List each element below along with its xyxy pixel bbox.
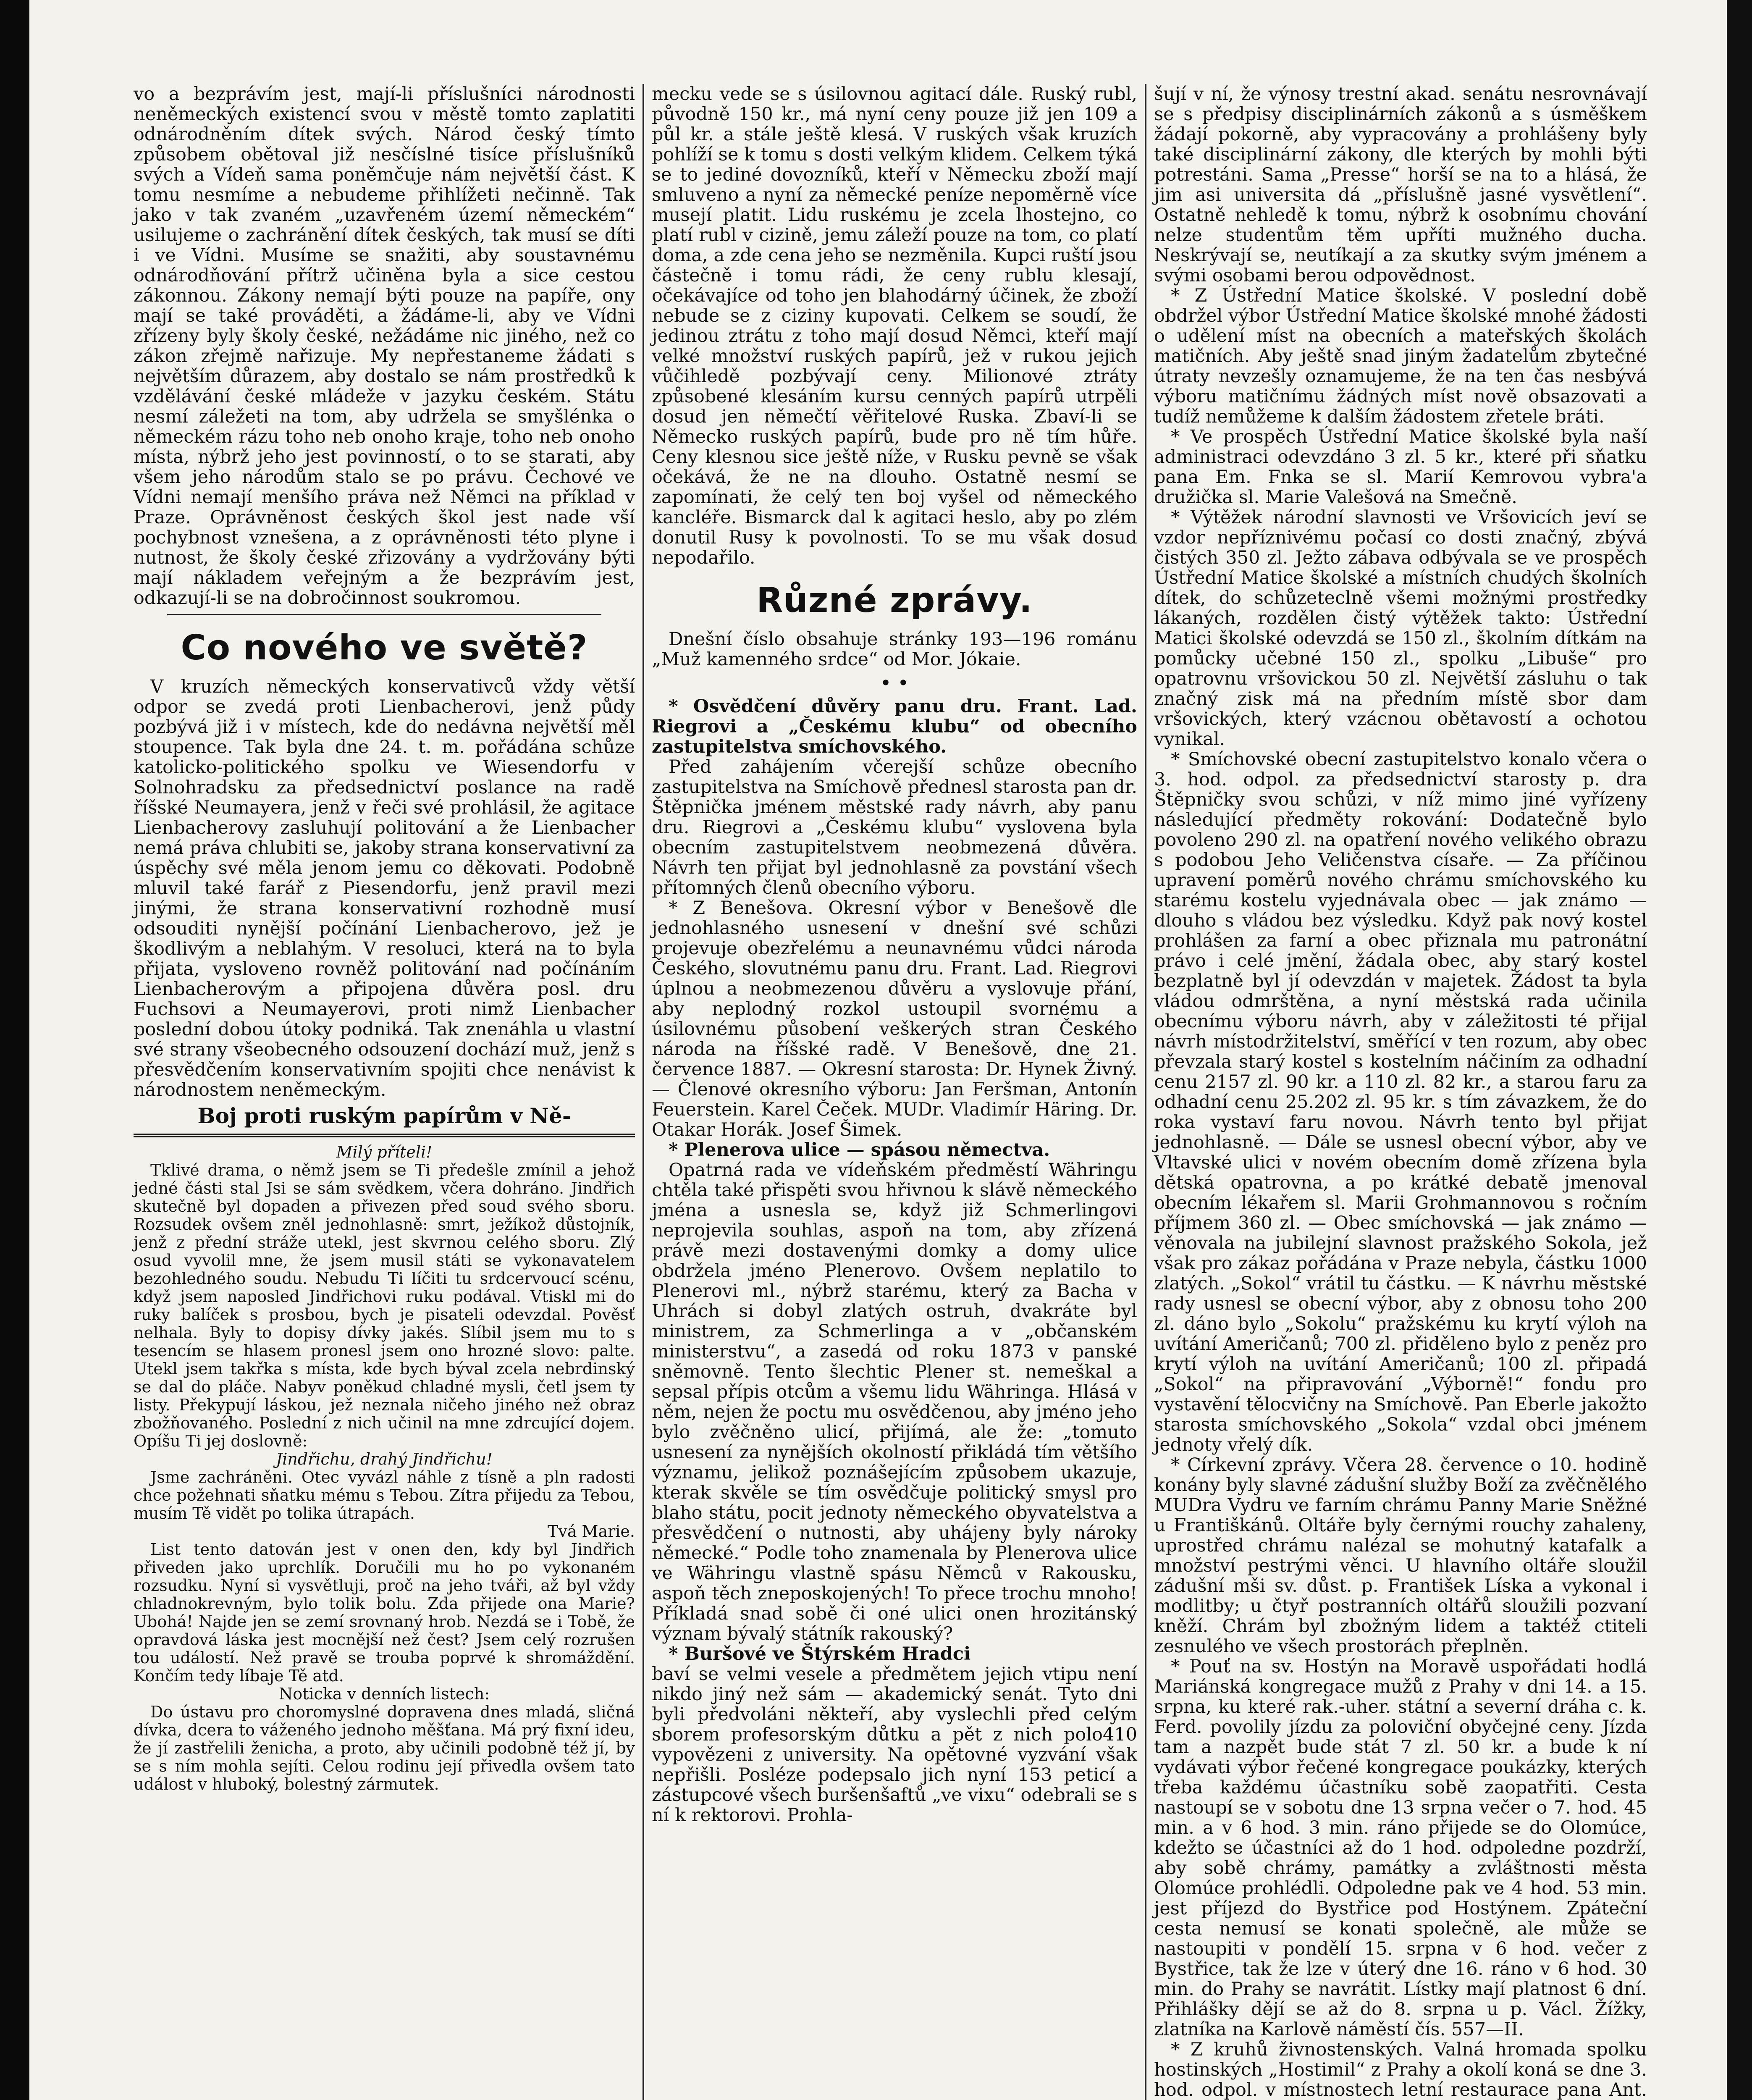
letter-inner-body: Jsme zachráněni. Otec vyvázl náhle z tísně a pln radosti chce požehnati sňatku mému s Tebou. Zítra přijedu za Tebou, musím Tě vidět po tolika útrapách.	[134, 1468, 635, 1522]
news-title: * Buršové ve Štýrském Hradci	[669, 1643, 971, 1664]
paragraph: Před zahájením včerejší schůze obecního zastupitelstva na Smíchově přednesl starosta pan dr. Štěpnička jménem městské rady návrh, aby panu dru. Riegrovi a „Českému klubu“ vyslovena byla obecním zastupitelstvem neobmezená důvěra. Návrh ten přijat byl jednohlasně za povstání všech přítomných členů obecního výboru.	[652, 756, 1137, 898]
scan-edge-left	[0, 0, 29, 2100]
letter-greeting: Milý příteli!	[336, 1143, 433, 1161]
paragraph: * Církevní zprávy. Včera 28. července o 10. hodině konány byly slavné zádušní služby Boží za zvěčnělého MUDra Vydru ve farním chrámu Panny Marie Sněžné u Františkánů. Oltáře byly černými rouchy zahaleny, uprostřed chrámu nalézal se mohutný katafalk a množství pestrými věnci. U hlavního oltáře sloužil zádušní mši sv. důst. p. František Líska a vykonal i modlitby; u čtyř postranních oltářů sloužili pozvaní kněží. Chrám byl zbožným lidem a taktéž ctiteli zesnulého ve všech prostorách přeplněn.	[1154, 1454, 1647, 1657]
paragraph: * Smíchovské obecní zastupitelstvo konalo včera o 3. hod. odpol. za předsednictví starosty p. dra Štěpničky svou schůzi, v níž mimo jiné vyřízeny následující předměty rokování: Dodatečně bylo povoleno 290 zl. na opatření nového velikého obrazu s podobou Jeho Veličenstva císaře. — Za příčinou upravení poměrů nového chrámu smíchovského ku starému kostelu vyjednávala obec — jak známo — dlouho s vládou bez výsledku. Když pak nový kostel prohlášen za farní a obec přiznala mu patronátní právo i celé jmění, žádala obec, aby starý kostel bezplatně byl jí odevzdán v majetek. Žádost ta byla vládou odmrštěna, a nyní městská rada učinila obecnímu výboru návrh, aby v záležitosti té přijal návrh místodržitelství, směřící v ten rozum, aby obec převzala starý kostel s kostelním náčiním za odhadní cenu 2157 zl. 90 kr. a 110 zl. 82 kr., a starou faru za odhadní cenu 25.202 zl. 95 kr. s tím závazkem, že do roka vystaví faru novou. Návrh tento byl přijat jednohlasně. — Dále se usnesl obecní výbor, aby ve Vltavské ulici v novém obecním domě zřízena byla dětská opatrovna, a po krátké debatě jmenoval obecním lékařem sl. Marii Grohmannovou s ročním příjmem 360 zl. — Obec smíchovská — jak známo — věnovala na jubilejní slavnost pražského Sokola, jež však pro zákaz pořádána v Praze nebyla, částku 1000 zlatých. „Sokol“ vrátil tu částku. — K návrhu městské rady usnesl se obecní výbor, aby z obnosu toho 200 zl. dáno bylo „Sokolu“ pražskému ku krytí výloh na uvítání Američanů; 700 zl. přiděleno bylo z peněz pro krytí výloh na uvítání Američanů; 100 zl. připadá „Sokol“ na připravování „Výborně!“ fondu pro vystavění tělocvičny na Smíchově. Pan Eberle jakožto starosta smíchovského „Sokola“ vzdal obci jménem jednoty vřelý dík.	[1154, 749, 1647, 1455]
news-title: * Plenerova ulice — spásou němectva.	[669, 1139, 1050, 1160]
letter-after: List tento datován jest v onen den, kdy byl Jindřich přiveden jako uprchlík. Doručili mu ho po vykonaném rozsudku. Nyní si vysvětluji, proč na jeho tváři, až byl vždy chladnokrevným, bylo tolik bolu. Zda přijede ona Marie? Ubohá! Najde jen se zemí srovnaný hrob. Nezdá se i Tobě, že opravdová láska jest mocnější než čest? Jsem celý rozrušen tou událostí. Než pravě se trouba poprvé k shromáždění. Končím tedy líbaje Tě atd.	[134, 1540, 635, 1685]
letter-inner-salutation: Jindřichu, drahý Jindřichu!	[275, 1450, 493, 1468]
paragraph: baví se velmi vesele a předmětem jejich vtipu není nikdo jiný než sám — akademický senát. Tyto dni byli předvoláni někteří, aby vyslechli před celým sborem profesorským důtku a pět z nich polo410 vypovězeni z university. Na opětovné vyzvání však nepřišli. Posléze podepsalo jich nyní 153 peticí a zástupcové všech buršenšaftů „ve vixu“ odebrali se s ní k rektorovi. Prohla-	[652, 1664, 1137, 1826]
article-subheading: Boj proti ruským papírům v Ně-	[197, 1103, 571, 1128]
scan-edge-right	[1727, 0, 1752, 2100]
paragraph: V kruzích německých konservativců vždy větší odpor se zvedá proti Lienbacherovi, jenž půdy pozbývá již i v místech, kde do nedávna největší měl stoupence. Tak byla dne 24. t. m. pořádána schůze katolicko-politického spolku ve Wiesendorfu v Solnohradsku za předsednictví poslance na radě říšské Neumayera, jenž v řeči své prohlásil, že agitace Lienbacherovy zasluhují politování a že Lienbacher nemá práva chlubiti se, jakoby strana konservativní za úspěchy své měla jenom jemu co děkovati. Podobně mluvil také farář z Piesendorfu, jenž pravil mezi jinými, že strana konservativní rozhodně musí odsouditi nynější počínání Lienbacherovo, jež je škodlivým a neblahým. V resoluci, která na to byla přijata, vysloveno rovněž politování nad počínáním Lienbacherovým a připojena důvěra posl. dru Fuchsovi a Neumayerovi, proti nimž Lienbacher poslední dobou útoky podniká. Tak znenáhla u vlastní své strany všeobecného odsouzení dochází muž, jenž s přesvědčením konservativním spojiti chce nenávist k národnostem neněmeckým.	[134, 676, 635, 1100]
section-heading: Co nového ve světě?	[181, 628, 588, 668]
paragraph: * Ve prospěch Ústřední Matice školské byla naší administraci odevzdáno 3 zl. 5 kr., které při sňatku pana Em. Fnka se sl. Marií Kemrovou vybra'a družička sl. Marie Valešová na Smečně.	[1154, 426, 1647, 508]
notice-title: Noticka v denních listech:	[278, 1685, 490, 1703]
column-left	[126, 84, 643, 2100]
paragraph: * Výtěžek národní slavnosti ve Vršovicích jeví se vzdor nepříznivému počasí co dosti značný, zbývá čistých 350 zl. Ježto zábava odbývala se ve prospěch Ústřední Matice školské a místních chudých školních dítek, do schůzeteclně všemi možnými prostředky lákaných, rozdělen čistý výtěžek takto: Ústřední Matici školské odevzdá se 150 zl., školním dítkám na pomůcky učebné 150 zl., spolku „Libuše“ pro opatrovnu vršovickou 50 zl. Největší zásluhu o tak značný zisk má na předním místě sbor dam vršovických, který vzácnou obětavostí a ochotou vynikal.	[1154, 507, 1647, 750]
notice-body: Do ústavu pro choromyslné dopravena dnes mladá, sličná dívka, dcera to váženého jednoho měšťana. Má prý fixní ideu, že jí zastřelili ženicha, a proto, aby učinili podobně též jí, by se s ním mohla sejíti. Celou rodinu její přivedla ovšem tato událost v hluboký, bolestný zármutek.	[134, 1703, 635, 1793]
paragraph: mecku vede se s úsilovnou agitací dále. Ruský rubl, původně 150 kr., má nyní ceny pouze již jen 109 a půl kr. a stále ještě klesá. V ruských však kruzích pohlíží se k tomu s dosti velkým klidem. Celkem týká se to jediné dovozníků, kteří v Německu zboží mají smluveno a nyní za německé peníze nepoměrně více musejí platit. Lidu ruskému je zcela lhostejno, co platí rubl v cizině, jemu záleží pouze na tom, co platí doma, a zde cena jeho se nezměnila. Kupci ruští jsou částečně i tomu rádi, že ceny rublu klesají, očekávajíce od toho jen blahodárný účinek, že zboží nebude se z ciziny kupovati. Celkem se soudí, že jedinou ztrátu z toho mají dosud Němci, kteří mají velké množství ruských papírů, jež v rukou jejich vůčihledě pozbývají ceny. Milionové ztráty způsobené klesáním kursu cenných papírů utrpěli dosud jen němečtí věřitelové Ruska. Zbaví-li se Německo ruských papírů, bude pro ně tím hůře. Ceny klesnou sice ještě níže, v Rusku pevně se však očekává, že ne na dlouho. Ostatně nesmí se zapomínati, že celý ten boj vyšel od německého kancléře. Bismarck dal k agitaci heslo, aby po zlém donutil Rusy k povolnosti. To se mu však dosud nepodařilo.	[652, 84, 1137, 568]
ornament-dots: • •	[880, 672, 909, 694]
section-heading: Různé zprávy.	[756, 580, 1033, 620]
paragraph: šují v ní, že výnosy trestní akad. senátu nesrovnávají se s předpisy disciplinárních zákonů a s úsměškem žádají pokorně, aby vypracovány a prohlášeny byly také disciplinární zákony, dle kterých by mohli býti potrestáni. Sama „Presse“ horší se na to a hlásá, že jim asi universita dá „příslušně jasné vysvětlení“. Ostatně nehledě k tomu, nýbrž k osobnímu chování nelze studentům těm upříti mužného ducha. Neskrývají se, neutíkají a za skutky svým jménem a svými osobami berou odpovědnost.	[1154, 84, 1647, 286]
paragraph: Dnešní číslo obsahuje stránky 193—196 románu „Muž kamenného srdce“ od Mor. Jókaie.	[652, 629, 1137, 670]
paragraph: Opatrná rada ve vídeňském předměstí Währingu chtěla také přispěti svou hřivnou k slávě německého jména a usnesla se, když již Schmerlingovi neprojevila souhlas, aspoň na tom, aby zřízená právě mezi dostavenými domky a domy ulice obdržela jméno Plenerovo. Ovšem neplatilo to Plenerovi ml., nýbrž starému, který za Bacha v Uhrách si dobyl zlatých ostruh, dvakráte byl ministrem, za Schmerlinga a v „občanském ministerstvu“, a zasedá od roku 1873 v panské sněmovně. Tento šlechtic Plener st. nemeškal a sepsal přípis otcům a všemu lidu Währinga. Hlásá v něm, nejen že poctu mu osvědčenou, aby jméno jeho bylo zvěčněno ulicí, přijímá, ale že: „tomuto usnesení za nynějších okolností přikládá tím většího významu, jelikož poznášejícím způsobem ukazuje, kterak skvěle se tím osvědčuje politický smysl pro blaho státu, pocit jednoty německého obyvatelstva a přesvědčení o nutnosti, aby uhájeny byly nároky německé.“ Podle toho znamenala by Plenerova ulice ve Währingu vlastně spásu Němců v Rakousku, aspoň těch zneposkojených! To přece trochu mnoho! Příkladá snad sobě či oné ulici onen hrozitánský význam bývalý státník rakouský?	[652, 1160, 1137, 1644]
letter-inner-signature: Tvá Marie.	[548, 1522, 635, 1541]
paragraph: * Z kruhů živnostenských. Valná hromada spolku hostinských „Hostimil“ z Prahy a okolí koná se dne 3. hod. odpol. v místnostech letní restaurace pana Ant.	[1154, 2039, 1647, 2100]
letter-body: Tklivé drama, o němž jsem se Ti předešle zmínil a jehož jedné části stal Jsi se sám svědkem, včera dohráno. Jindřich skutečně byl dopaden a přivezen před soud svého sboru. Rozsudek ovšem zněl jednohlasně: smrt, ježíkož důstojník, jenž z přední stráže utekl, jest skvrnou celého sboru. Zlý osud vyvolil mne, že jsem musil státi se vykonavatelem bezohledného soudu. Nebudu Ti líčiti tu srdcervoucí scénu, když jsem naposled Jindřichovi ruku podával. Vtiskl mi do ruky balíček s prosbou, bych je pisateli odevzdal. Pověsť nelhala. Byly to dopisy dívky jakés. Slíbil jsem mu to s tesencím se hlasem pronesl jsem ono hrozné slovo: palte. Utekl jsem takřka s místa, kde bych býval zcela nebrdinský se dal do pláče. Nabyv poněkud chladné mysli, četl jsem ty listy. Překypují láskou, jež neznala ničeho jiného než obraz zbožňovaného. Poslední z nich učinil na mne zdrcující dojem. Opíšu Ti jej doslovně:	[134, 1161, 635, 1450]
column-middle	[643, 84, 1146, 2100]
divider	[167, 614, 601, 615]
paragraph: * Z Ústřední Matice školské. V poslední době obdržel výbor Ústřední Matice školské mnohé žádosti o udělení míst na obecních a mateřských školách matičních. Aby ještě snad jiným žadatelům zbytečné útraty nevzešly oznamujeme, že na ten čas nesbývá výboru matičnímu žádných míst nově obsazovati a tudíž nemůžeme k dalším žádostem zřetele bráti.	[1154, 285, 1647, 427]
news-title: * Osvědčení důvěry panu dru. Frant. Lad. Riegrovi a „Českému klubu“ od obecního zastupitelstva smíchovského.	[652, 696, 1137, 757]
paragraph: vo a bezprávím jest, mají-li příslušníci národnosti neněmeckých existencí svou v městě tomto zaplatiti odnárodněním dítek svých. Národ český tímto způsobem obětoval již nesčíslné tisíce příslušníků svých a Vídeň sama poněmčuje nám největší část. K tomu nesmíme a nebudeme přihlížeti nečinně. Tak jako v tak zvaném „uzavřeném území německém“ usilujeme o zachránění dítek českých, tak musí se díti i ve Vídni. Musíme se snažiti, aby soustavnému odnárodňování přítrž učiněna byla a sice cestou zákonnou. Zákony nemají býti pouze na papíře, ony mají se také prováděti, a žádáme-li, aby ve Vídni zřízeny byly školy české, nežádáme nic jiného, než co zákon zřejmě nařizuje. My nepřestaneme žádati s největším důrazem, aby dostalo se nám prostředků k vzdělávání české mládeže v jazyku českém. Státu nesmí záležeti na tom, aby udržela se smyšlénka o německém rázu toho neb onoho kraje, toho neb onoho místa, nýbrž jeho jest povinností, o to se starati, aby všem jeho národům stalo se po právu. Čechové ve Vídni nemají menšího práva než Němci na příklad v Praze. Oprávněnost českých škol jest nade vší pochybnost vznešena, a z oprávněnosti této plyne i nutnost, že školy české zřizovány a vydržovány býti mají nákladem veřejným a že bezprávím jest, odkazují-li se na dobročinnost soukromou.	[134, 84, 635, 609]
column-right	[1146, 84, 1655, 2100]
paragraph: * Pouť na sv. Hostýn na Moravě uspořádati hodlá Mariánská kongregace mužů z Prahy v dni 14. a 15. srpna, ku které rak.-uher. státní a severní dráha c. k. Ferd. povolily jízdu za poloviční obyčejné ceny. Jízda tam a nazpět bude stát 7 zl. 50 kr. a bude k ní vydávati výbor řečené kongregace poukázky, kterých třeba každému účastníku sobě zaopatřiti. Cesta nastoupí se v sobotu dne 13 srpna večer o 7. hod. 45 min. a v 6 hod. 3 min. ráno přijede se do Olomúce, kdežto se účastníci až do 1 hod. odpoledne pozdrží, aby sobě chrámy, památky a zvláštnosti města Olomúce prohlédli. Odpoledne pak ve 4 hod. 53 min. jest příjezd do Bystřice pod Hostýnem. Zpáteční cesta nemusí se konati společně, ale může se nastoupiti v pondělí 15. srpna v 6 hod. večer z Bystřice, tak že lze v úterý dne 16. ráno v 6 hod. 30 min. do Prahy se navrátit. Lístky mají platnost 6 dní. Přihlášky dějí se až do 8. srpna u p. Václ. Žížky, zlatníka na Karlově náměstí čís. 557—II.	[1154, 1656, 1647, 2040]
newspaper-page	[126, 84, 1655, 2100]
paragraph: * Z Benešova. Okresní výbor v Benešově dle jednohlasného usnesení v dnešní své schůzi projevuje obezřelému a neunavnému vůdci národa Českého, slovutnému panu dru. Frant. Lad. Riegrovi úplnou a neobmezenou důvěru a vyslovuje přání, aby neplodný rozkol ustoupil svornému a úsilovnému působení veškerých stran Českého národa na říšské radě. V Benešově, dne 21. července 1887. — Okresní starosta: Dr. Hynek Živný. — Členové okresního výboru: Jan Feršman, Antonín Feuerstein. Karel Čeček. MUDr. Vladimír Häring. Dr. Otakar Horák. Josef Šimek.	[652, 898, 1137, 1140]
feuilleton-divider	[134, 1134, 635, 1137]
